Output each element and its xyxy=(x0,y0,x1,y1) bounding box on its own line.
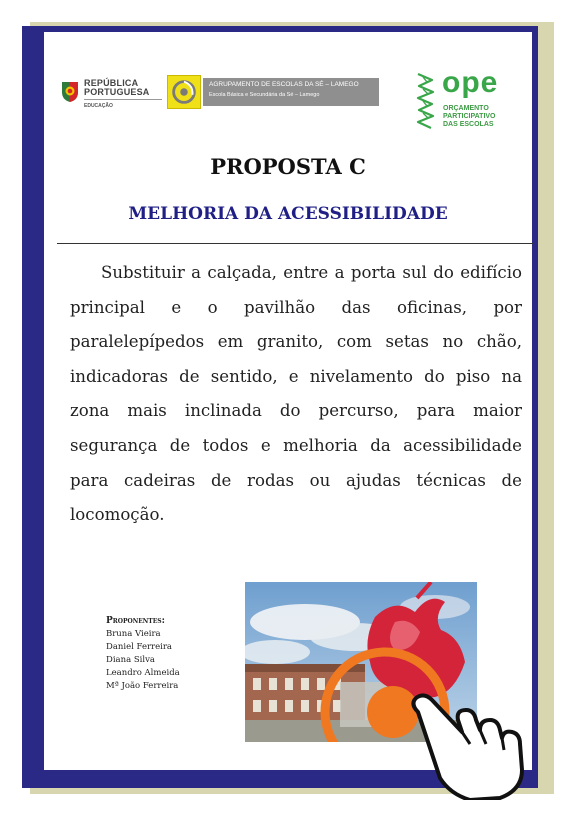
ope-sub-line2: PARTICIPATIVO xyxy=(443,113,496,120)
proposal-title: PROPOSTA C xyxy=(210,154,366,179)
republica-subtitle: EDUCAÇÃO xyxy=(84,103,113,109)
republica-portuguesa-logo xyxy=(60,77,170,113)
republica-rule xyxy=(84,99,162,100)
republica-line2: PORTUGUESA xyxy=(84,87,150,97)
proponent-name: Daniel Ferreira xyxy=(106,642,172,652)
proponent-name: Mª João Ferreira xyxy=(106,681,179,691)
proposal-description: Substituir a calçada, entre a porta sul do edifício principal e o pavilhão das oficinas, por paralelepípedos em granito, com setas no chão, indicadoras de sentido, e nivelamento do piso na zona mais inclinada do percurso, para maior segurança de todos e melhoria da acessibilidade para cadeiras de rodas ou ajudas técnicas de locomoção. xyxy=(70,263,522,525)
school-name: AGRUPAMENTO DE ESCOLAS DA SÉ – LAMEGO xyxy=(209,81,359,88)
proponent-name: Diana Silva xyxy=(106,655,155,665)
title-divider xyxy=(57,243,533,244)
proponents-heading: Proponentes: xyxy=(106,616,165,626)
ope-mark-icon xyxy=(415,70,437,132)
school-logo xyxy=(167,75,381,109)
proponents-block xyxy=(106,615,180,693)
ope-sub-line1: ORÇAMENTO xyxy=(443,105,489,112)
ope-subtitle xyxy=(443,105,496,129)
hand-pointer-icon xyxy=(400,690,530,800)
republica-name xyxy=(84,79,150,97)
republica-line1: REPÚBLICA xyxy=(84,78,139,88)
ope-sub-line3: DAS ESCOLAS xyxy=(443,121,494,128)
proposal-subtitle: MELHORIA DA ACESSIBILIDADE xyxy=(128,204,448,224)
republica-emblem-icon xyxy=(60,79,80,103)
ope-logo xyxy=(415,68,525,136)
proponent-name: Leandro Almeida xyxy=(106,668,180,678)
school-subname: Escola Básica e Secundária da Sé – Lamego xyxy=(209,92,320,98)
school-band xyxy=(203,78,379,106)
ope-wordmark: ope xyxy=(442,66,499,99)
proponent-name: Bruna Vieira xyxy=(106,629,161,639)
school-emblem-icon xyxy=(167,75,201,109)
